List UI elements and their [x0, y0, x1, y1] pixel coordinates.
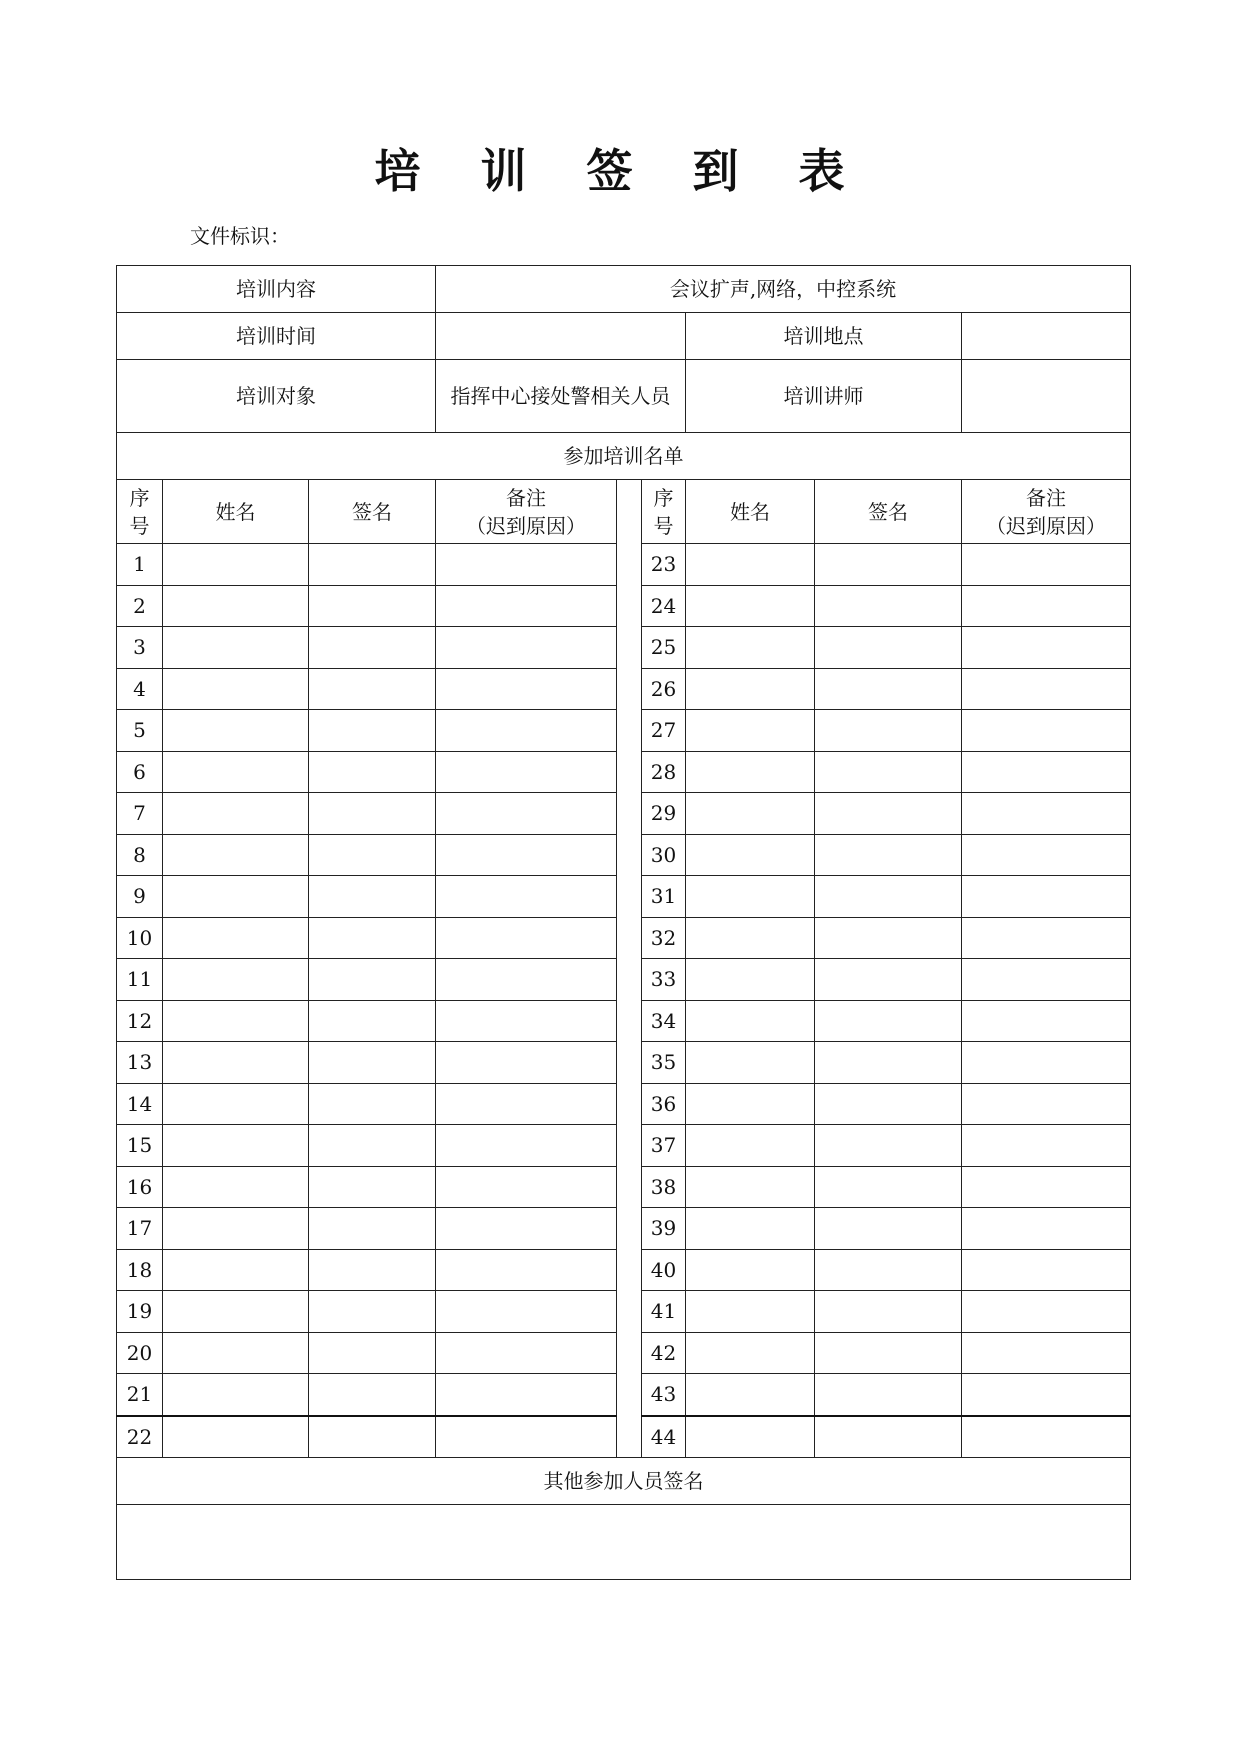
seq-number-left: 10	[117, 917, 163, 959]
column-divider	[617, 959, 642, 1001]
remark-cell[interactable]	[962, 710, 1131, 752]
remark-cell[interactable]	[962, 668, 1131, 710]
remark-cell[interactable]	[436, 544, 617, 586]
remark-header-line1: 备注	[1026, 485, 1066, 510]
table-row	[117, 710, 1131, 752]
seq-number-right: 28	[642, 751, 686, 793]
content-value[interactable]: 会议扩声,网络，中控系统	[436, 266, 1131, 313]
seq-number-right: 43	[642, 1374, 686, 1416]
name-cell[interactable]	[163, 917, 309, 959]
name-cell[interactable]	[686, 876, 815, 918]
table-row	[117, 1000, 1131, 1042]
name-cell[interactable]	[163, 1166, 309, 1208]
signature-cell[interactable]	[815, 1166, 962, 1208]
signature-cell[interactable]	[815, 876, 962, 918]
column-divider	[617, 1332, 642, 1374]
seq-number-right: 23	[642, 544, 686, 586]
seq-number-left: 15	[117, 1125, 163, 1167]
signature-cell[interactable]	[309, 585, 436, 627]
remark-cell[interactable]	[962, 1332, 1131, 1374]
remark-cell[interactable]	[436, 1332, 617, 1374]
name-cell[interactable]	[686, 1083, 815, 1125]
remark-cell[interactable]	[962, 1374, 1131, 1416]
column-divider	[617, 1208, 642, 1250]
remark-cell[interactable]	[436, 627, 617, 669]
column-divider	[617, 876, 642, 918]
seq-number-left: 8	[117, 834, 163, 876]
column-divider	[617, 793, 642, 835]
name-cell[interactable]	[686, 834, 815, 876]
table-row	[117, 751, 1131, 793]
name-cell[interactable]	[686, 627, 815, 669]
table-row	[117, 1249, 1131, 1291]
remark-cell[interactable]	[962, 1000, 1131, 1042]
seq-number-left: 12	[117, 1000, 163, 1042]
name-cell[interactable]	[686, 1208, 815, 1250]
remark-cell[interactable]	[436, 834, 617, 876]
signature-cell[interactable]	[309, 1042, 436, 1084]
table-row	[117, 1125, 1131, 1167]
seq-number-right: 39	[642, 1208, 686, 1250]
remark-cell[interactable]	[436, 1000, 617, 1042]
signature-cell[interactable]	[309, 834, 436, 876]
table-row	[117, 876, 1131, 918]
remark-cell[interactable]	[436, 876, 617, 918]
table-row	[117, 1332, 1131, 1374]
name-cell[interactable]	[163, 1000, 309, 1042]
seq-header-line2: 号	[653, 513, 674, 538]
seq-number-left: 14	[117, 1083, 163, 1125]
seq-number-left: 4	[117, 668, 163, 710]
name-cell[interactable]	[686, 668, 815, 710]
seq-number-left: 13	[117, 1042, 163, 1084]
seq-number-left: 17	[117, 1208, 163, 1250]
signature-header-right: 签名	[815, 480, 962, 544]
signature-cell[interactable]	[309, 668, 436, 710]
seq-number-right: 40	[642, 1249, 686, 1291]
column-divider	[617, 1291, 642, 1333]
signature-cell[interactable]	[815, 1374, 962, 1416]
signature-header-left: 签名	[309, 480, 436, 544]
remark-cell[interactable]	[436, 1125, 617, 1167]
seq-number-right: 29	[642, 793, 686, 835]
column-divider	[617, 480, 642, 544]
name-cell[interactable]	[686, 1000, 815, 1042]
seq-number-right: 37	[642, 1125, 686, 1167]
name-cell[interactable]	[163, 959, 309, 1001]
content-label: 培训内容	[117, 266, 436, 313]
seq-number-right: 44	[642, 1416, 686, 1458]
signature-cell[interactable]	[309, 1332, 436, 1374]
seq-number-right: 25	[642, 627, 686, 669]
seq-number-right: 30	[642, 834, 686, 876]
signature-cell[interactable]	[815, 1249, 962, 1291]
column-divider	[617, 544, 642, 586]
signature-cell[interactable]	[309, 917, 436, 959]
remark-header-right	[962, 480, 1131, 544]
signature-cell[interactable]	[815, 1000, 962, 1042]
seq-number-left: 11	[117, 959, 163, 1001]
remark-cell[interactable]	[962, 1208, 1131, 1250]
table-row	[117, 544, 1131, 586]
name-cell[interactable]	[163, 1416, 309, 1458]
table-row	[117, 585, 1131, 627]
remark-cell[interactable]	[962, 1042, 1131, 1084]
name-cell[interactable]	[686, 585, 815, 627]
signature-cell[interactable]	[815, 1042, 962, 1084]
seq-number-left: 6	[117, 751, 163, 793]
others-signature-area[interactable]	[117, 1505, 1131, 1580]
name-cell[interactable]	[163, 1125, 309, 1167]
name-cell[interactable]	[686, 1166, 815, 1208]
name-cell[interactable]	[163, 1332, 309, 1374]
table-row	[117, 1291, 1131, 1333]
seq-header-line1: 序	[129, 485, 150, 510]
name-cell[interactable]	[686, 1125, 815, 1167]
remark-cell[interactable]	[436, 1374, 617, 1416]
remark-cell[interactable]	[962, 959, 1131, 1001]
signature-cell[interactable]	[815, 834, 962, 876]
remark-cell[interactable]	[436, 1249, 617, 1291]
name-cell[interactable]	[163, 544, 309, 586]
signature-cell[interactable]	[815, 627, 962, 669]
signature-cell[interactable]	[815, 793, 962, 835]
seq-number-left: 18	[117, 1249, 163, 1291]
signature-cell[interactable]	[309, 1083, 436, 1125]
seq-number-left: 19	[117, 1291, 163, 1333]
remark-cell[interactable]	[436, 917, 617, 959]
remark-cell[interactable]	[962, 1291, 1131, 1333]
signature-cell[interactable]	[815, 1208, 962, 1250]
signature-cell[interactable]	[309, 544, 436, 586]
seq-number-right: 24	[642, 585, 686, 627]
name-cell[interactable]	[686, 1291, 815, 1333]
table-row	[117, 793, 1131, 835]
column-divider	[617, 1249, 642, 1291]
signature-cell[interactable]	[309, 1291, 436, 1333]
name-cell[interactable]	[163, 710, 309, 752]
seq-number-left: 2	[117, 585, 163, 627]
signature-cell[interactable]	[815, 585, 962, 627]
time-label: 培训时间	[117, 313, 436, 360]
signature-cell[interactable]	[309, 751, 436, 793]
name-cell[interactable]	[163, 1291, 309, 1333]
seq-number-right: 26	[642, 668, 686, 710]
seq-number-left: 1	[117, 544, 163, 586]
seq-header-line1: 序	[653, 485, 674, 510]
signature-cell[interactable]	[815, 1416, 962, 1458]
signature-cell[interactable]	[309, 627, 436, 669]
seq-header-left	[117, 480, 163, 544]
remark-cell[interactable]	[436, 1416, 617, 1458]
table-row	[117, 959, 1131, 1001]
column-divider	[617, 1416, 642, 1458]
remark-cell[interactable]	[436, 1291, 617, 1333]
name-cell[interactable]	[686, 544, 815, 586]
name-cell[interactable]	[163, 1208, 309, 1250]
name-cell[interactable]	[686, 1332, 815, 1374]
signature-cell[interactable]	[815, 917, 962, 959]
column-divider	[617, 710, 642, 752]
name-cell[interactable]	[686, 917, 815, 959]
column-divider	[617, 1000, 642, 1042]
seq-number-left: 22	[117, 1416, 163, 1458]
name-cell[interactable]	[686, 1042, 815, 1084]
signature-cell[interactable]	[815, 1083, 962, 1125]
column-divider	[617, 1042, 642, 1084]
name-cell[interactable]	[163, 668, 309, 710]
remark-cell[interactable]	[436, 1208, 617, 1250]
remark-cell[interactable]	[436, 668, 617, 710]
page-title: 培 训 签 到 表	[374, 144, 867, 198]
name-cell[interactable]	[163, 1249, 309, 1291]
table-row	[117, 1042, 1131, 1084]
signature-cell[interactable]	[309, 1125, 436, 1167]
name-cell[interactable]	[163, 793, 309, 835]
table-row	[117, 1083, 1131, 1125]
signature-cell[interactable]	[309, 710, 436, 752]
remark-cell[interactable]	[962, 585, 1131, 627]
remark-header-line2: （迟到原因）	[466, 513, 586, 538]
doc-id-label: 文件标识：	[190, 224, 290, 248]
remark-cell[interactable]	[436, 710, 617, 752]
signature-cell[interactable]	[815, 959, 962, 1001]
target-label: 培训对象	[117, 360, 436, 433]
table-row	[117, 834, 1131, 876]
seq-number-right: 34	[642, 1000, 686, 1042]
seq-number-right: 32	[642, 917, 686, 959]
remark-cell[interactable]	[962, 1166, 1131, 1208]
signature-cell[interactable]	[309, 1208, 436, 1250]
remark-header-left	[436, 480, 617, 544]
column-divider	[617, 834, 642, 876]
column-divider	[617, 1166, 642, 1208]
remark-cell[interactable]	[436, 585, 617, 627]
signature-cell[interactable]	[815, 1291, 962, 1333]
name-header-left: 姓名	[163, 480, 309, 544]
lecturer-label: 培训讲师	[686, 360, 962, 433]
table-row	[117, 1166, 1131, 1208]
target-value[interactable]: 指挥中心接处警相关人员	[436, 360, 686, 433]
name-cell[interactable]	[686, 1374, 815, 1416]
name-cell[interactable]	[686, 793, 815, 835]
seq-number-left: 20	[117, 1332, 163, 1374]
remark-cell[interactable]	[436, 1083, 617, 1125]
seq-number-right: 41	[642, 1291, 686, 1333]
signature-cell[interactable]	[815, 710, 962, 752]
signature-cell[interactable]	[815, 1125, 962, 1167]
remark-cell[interactable]	[962, 544, 1131, 586]
signature-cell[interactable]	[309, 793, 436, 835]
seq-number-right: 36	[642, 1083, 686, 1125]
time-value[interactable]	[436, 313, 686, 360]
signature-cell[interactable]	[815, 668, 962, 710]
sign-in-table	[116, 265, 1131, 1580]
seq-number-left: 3	[117, 627, 163, 669]
seq-number-left: 9	[117, 876, 163, 918]
table-row	[117, 917, 1131, 959]
name-cell[interactable]	[163, 834, 309, 876]
roster-title: 参加培训名单	[117, 433, 1131, 480]
remark-cell[interactable]	[436, 1166, 617, 1208]
column-divider	[617, 1374, 642, 1416]
name-cell[interactable]	[163, 1374, 309, 1416]
remark-cell[interactable]	[962, 876, 1131, 918]
table-row	[117, 668, 1131, 710]
remark-header-line1: 备注	[506, 485, 546, 510]
seq-header-line2: 号	[129, 513, 150, 538]
table-row	[117, 1208, 1131, 1250]
remark-cell[interactable]	[436, 1042, 617, 1084]
others-title: 其他参加人员签名	[117, 1458, 1131, 1505]
signature-cell[interactable]	[309, 1166, 436, 1208]
lecturer-value[interactable]	[962, 360, 1131, 433]
seq-number-right: 31	[642, 876, 686, 918]
seq-number-left: 5	[117, 710, 163, 752]
column-divider	[617, 751, 642, 793]
column-divider	[617, 627, 642, 669]
column-divider	[617, 1125, 642, 1167]
seq-number-right: 27	[642, 710, 686, 752]
column-divider	[617, 668, 642, 710]
signature-cell[interactable]	[309, 1374, 436, 1416]
table-row	[117, 627, 1131, 669]
signature-cell[interactable]	[815, 1332, 962, 1374]
remark-cell[interactable]	[962, 793, 1131, 835]
remark-cell[interactable]	[962, 1416, 1131, 1458]
name-cell[interactable]	[163, 751, 309, 793]
remark-cell[interactable]	[436, 793, 617, 835]
remark-cell[interactable]	[962, 1249, 1131, 1291]
column-divider	[617, 917, 642, 959]
remark-header-line2: （迟到原因）	[986, 513, 1106, 538]
seq-header-right	[642, 480, 686, 544]
signature-cell[interactable]	[309, 876, 436, 918]
remark-cell[interactable]	[962, 751, 1131, 793]
name-cell[interactable]	[163, 1083, 309, 1125]
seq-number-left: 16	[117, 1166, 163, 1208]
seq-number-right: 42	[642, 1332, 686, 1374]
column-divider	[617, 1083, 642, 1125]
signature-cell[interactable]	[309, 1000, 436, 1042]
signature-cell[interactable]	[815, 751, 962, 793]
place-label: 培训地点	[686, 313, 962, 360]
seq-number-left: 7	[117, 793, 163, 835]
remark-cell[interactable]	[962, 627, 1131, 669]
remark-cell[interactable]	[962, 834, 1131, 876]
name-cell[interactable]	[686, 751, 815, 793]
name-cell[interactable]	[163, 1042, 309, 1084]
seq-number-right: 35	[642, 1042, 686, 1084]
remark-cell[interactable]	[962, 1125, 1131, 1167]
name-cell[interactable]	[686, 710, 815, 752]
seq-number-right: 33	[642, 959, 686, 1001]
signature-cell[interactable]	[309, 1249, 436, 1291]
name-cell[interactable]	[686, 1249, 815, 1291]
remark-cell[interactable]	[436, 959, 617, 1001]
name-cell[interactable]	[163, 585, 309, 627]
name-header-right: 姓名	[686, 480, 815, 544]
name-cell[interactable]	[686, 959, 815, 1001]
table-row	[117, 1416, 1131, 1458]
remark-cell[interactable]	[436, 751, 617, 793]
signature-cell[interactable]	[309, 959, 436, 1001]
remark-cell[interactable]	[962, 1083, 1131, 1125]
signature-cell[interactable]	[309, 1416, 436, 1458]
name-cell[interactable]	[163, 627, 309, 669]
place-value[interactable]	[962, 313, 1131, 360]
seq-number-left: 21	[117, 1374, 163, 1416]
name-cell[interactable]	[163, 876, 309, 918]
column-divider	[617, 585, 642, 627]
seq-number-right: 38	[642, 1166, 686, 1208]
name-cell[interactable]	[686, 1416, 815, 1458]
remark-cell[interactable]	[962, 917, 1131, 959]
table-row	[117, 1374, 1131, 1416]
signature-cell[interactable]	[815, 544, 962, 586]
